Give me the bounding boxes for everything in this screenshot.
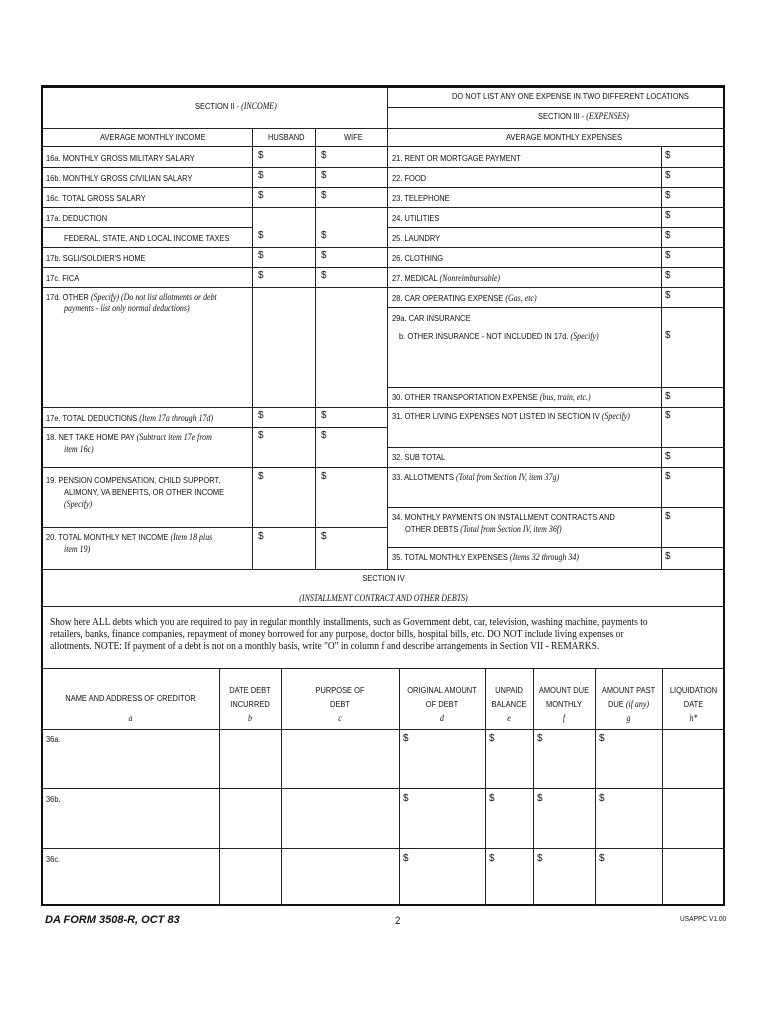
col-e-letter: e: [507, 713, 511, 723]
income-19-label: 19. PENSION COMPENSATION, CHILD SUPPORT,: [46, 475, 221, 485]
col-b-header: DATE DEBT: [229, 685, 271, 695]
income-17a-label: 17a. DEDUCTION: [46, 213, 108, 223]
notice-text: DO NOT LIST ANY ONE EXPENSE IN TWO DIFFERENT LOCATIONS: [452, 91, 689, 101]
expense-30-label: 30. OTHER TRANSPORTATION EXPENSE (bus, train, etc.): [392, 392, 591, 402]
dollar: $: [599, 853, 605, 864]
section4-sub-rule: [42, 606, 725, 607]
debt-row-rule: [42, 788, 725, 789]
income-17e-label: 17e. TOTAL DEDUCTIONS (Item 17a through 17d): [46, 413, 214, 423]
row-rule: [42, 407, 387, 408]
dollar: $: [258, 170, 264, 181]
income-20-note: item 19): [64, 544, 91, 554]
row-rule: [387, 227, 725, 228]
col-b-header2: INCURRED: [230, 699, 270, 709]
row-rule: [42, 267, 387, 268]
debt-col-line: [281, 668, 282, 906]
debt-col-line: [533, 668, 534, 906]
dollar: $: [537, 793, 543, 804]
dollar: $: [665, 391, 671, 402]
dollar: $: [258, 230, 264, 241]
income-16b-label: 16b. MONTHLY GROSS CIVILIAN SALARY: [46, 173, 193, 183]
dollar: $: [665, 451, 671, 462]
dollar: $: [665, 471, 671, 482]
income-17d-label: 17d. OTHER (Specify) (Do not list allotments or debt: [46, 292, 217, 302]
row-rule: [42, 527, 387, 528]
col-c-letter: c: [338, 713, 342, 723]
section4-rule: [42, 569, 725, 570]
debt-row-36c: 36c.: [46, 854, 61, 864]
income-18-label: 18. NET TAKE HOME PAY (Subtract item 17e from: [46, 432, 212, 442]
dollar: $: [321, 250, 327, 261]
debt-table-top: [42, 668, 725, 669]
dollar: $: [665, 250, 671, 261]
col-h-header2: DATE: [683, 699, 704, 709]
expense-28-label: 28. CAR OPERATING EXPENSE (Gas, etc): [392, 293, 537, 303]
dollar: $: [321, 170, 327, 181]
col-avg-expenses: AVERAGE MONTHLY EXPENSES: [506, 132, 622, 142]
page-number: 2: [395, 915, 401, 927]
dollar: $: [489, 853, 495, 864]
debt-col-line: [485, 668, 486, 906]
dollar: $: [665, 330, 671, 341]
row-rule: [387, 267, 725, 268]
dollar: $: [599, 793, 605, 804]
expense-25-label: 25. LAUNDRY: [392, 233, 441, 243]
expense-32-label: 32. SUB TOTAL: [392, 452, 446, 462]
expense-26-label: 26. CLOTHING: [392, 253, 444, 263]
row-rule: [42, 467, 387, 468]
expense-35-label: 35. TOTAL MONTHLY EXPENSES (Items 32 through 34): [392, 552, 579, 562]
row-rule: [42, 167, 387, 168]
row-rule: [387, 547, 725, 548]
expense-29a-label: 29a. CAR INSURANCE: [392, 313, 471, 323]
income-19-note: (Specify): [64, 499, 93, 509]
dollar: $: [403, 733, 409, 744]
dollar: $: [321, 230, 327, 241]
dollar: $: [321, 471, 327, 482]
dollar: $: [321, 430, 327, 441]
income-17d-note: payments - list only normal deductions): [64, 303, 190, 313]
expense-34-label2: OTHER DEBTS (Total from Section IV, item 36f): [405, 524, 562, 534]
dollar: $: [258, 430, 264, 441]
row-rule: [387, 187, 725, 188]
col-e-header: UNPAID: [495, 685, 523, 695]
dollar: $: [321, 270, 327, 281]
section4-title: SECTION IV: [362, 573, 405, 583]
expense-29b-label: b. OTHER INSURANCE - NOT INCLUDED IN 17d. (Specify): [399, 331, 599, 341]
dollar: $: [665, 230, 671, 241]
row-rule: [42, 287, 387, 288]
dollar: $: [258, 531, 264, 542]
expense-22-label: 22. FOOD: [392, 173, 427, 183]
col-h-letter: h*: [689, 713, 698, 723]
dollar: $: [403, 853, 409, 864]
income-17b-label: 17b. SGLI/SOLDIER'S HOME: [46, 253, 146, 263]
dollar: $: [665, 511, 671, 522]
col-g-header: AMOUNT PAST: [601, 685, 656, 695]
section4-subtitle: (INSTALLMENT CONTRACT AND OTHER DEBTS): [299, 593, 468, 603]
row-rule: [387, 307, 725, 308]
row-rule: [42, 207, 387, 208]
expense-23-label: 23. TELEPHONE: [392, 193, 450, 203]
col-avg-income: AVERAGE MONTHLY INCOME: [100, 132, 206, 142]
col-g-letter: g: [626, 713, 631, 723]
income-16c-label: 16c. TOTAL GROSS SALARY: [46, 193, 146, 203]
wife-col-line: [315, 128, 316, 570]
dollar: $: [537, 853, 543, 864]
row-rule: [42, 187, 387, 188]
expense-27-label: 27. MEDICAL (Nonreimbursable): [392, 273, 500, 283]
row-rule: [387, 407, 725, 408]
form-id: DA FORM 3508-R, OCT 83: [45, 914, 180, 926]
dollar: $: [258, 190, 264, 201]
expense-33-label: 33. ALLOTMENTS (Total from Section IV, item 37g): [392, 472, 560, 482]
income-18-note: item 16c): [64, 444, 94, 454]
debt-col-line: [595, 668, 596, 906]
income-expense-divider: [387, 86, 388, 570]
dollar: $: [537, 733, 543, 744]
row-rule: [387, 507, 725, 508]
dollar: $: [258, 410, 264, 421]
dollar: $: [665, 150, 671, 161]
expense-24-label: 24. UTILITIES: [392, 213, 440, 223]
col-c-header: PURPOSE OF: [315, 685, 365, 695]
income-taxes-label: FEDERAL, STATE, AND LOCAL INCOME TAXES: [64, 233, 230, 243]
col-d-header: ORIGINAL AMOUNT: [407, 685, 477, 695]
dollar: $: [599, 733, 605, 744]
header-divider: [387, 107, 725, 108]
dollar: $: [665, 190, 671, 201]
dollar: $: [489, 733, 495, 744]
debt-row-rule: [42, 848, 725, 849]
dollar: $: [321, 531, 327, 542]
debt-col-line: [662, 668, 663, 906]
col-f-header: AMOUNT DUE: [538, 685, 590, 695]
col-f-letter: f: [562, 713, 566, 723]
row-rule: [387, 467, 725, 468]
dollar: $: [665, 551, 671, 562]
row-rule: [387, 207, 725, 208]
expense-21-label: 21. RENT OR MORTGAGE PAYMENT: [392, 153, 521, 163]
income-16a-label: 16a. MONTHLY GROSS MILITARY SALARY: [46, 153, 195, 163]
col-b-letter: b: [248, 713, 252, 723]
section2-title: SECTION II - (INCOME): [195, 101, 277, 111]
income-19-label2: ALIMONY, VA BENEFITS, OR OTHER INCOME: [64, 487, 225, 497]
expense-34-label: 34. MONTHLY PAYMENTS ON INSTALLMENT CONTRACTS AND: [392, 512, 615, 522]
col-d-header2: OF DEBT: [425, 699, 459, 709]
row-rule: [387, 387, 725, 388]
col-d-letter: d: [440, 713, 444, 723]
row-rule: [42, 247, 387, 248]
dollar: $: [321, 150, 327, 161]
row-rule: [387, 447, 725, 448]
col-f-header2: MONTHLY: [545, 699, 583, 709]
col-a-header: NAME AND ADDRESS OF CREDITOR: [65, 693, 196, 703]
dollar: $: [665, 290, 671, 301]
dollar: $: [665, 210, 671, 221]
debt-row-36a: 36a.: [46, 734, 61, 744]
dollar: $: [258, 471, 264, 482]
debt-col-line: [219, 668, 220, 906]
row-rule: [387, 247, 725, 248]
dollar: $: [489, 793, 495, 804]
row-rule: [387, 287, 725, 288]
col-g-header2: DUE (if any): [607, 699, 649, 709]
debt-header-rule: [42, 729, 725, 730]
section3-title: SECTION III - (EXPENSES): [538, 111, 629, 121]
debt-col-line: [399, 668, 400, 906]
income-17c-label: 17c. FICA: [46, 273, 80, 283]
row-rule: [42, 227, 252, 228]
row-rule: [387, 167, 725, 168]
dollar: $: [321, 190, 327, 201]
col-wife: WIFE: [344, 132, 363, 142]
col-husband: HUSBAND: [268, 132, 305, 142]
income-20-label: 20. TOTAL MONTHLY NET INCOME (Item 18 plus: [46, 532, 213, 542]
dollar: $: [665, 170, 671, 181]
column-header-rule: [42, 146, 725, 147]
dollar: $: [258, 250, 264, 261]
debt-row-36b: 36b.: [46, 794, 61, 804]
dollar: $: [403, 793, 409, 804]
dollar: $: [665, 270, 671, 281]
col-c-header2: DEBT: [330, 699, 350, 709]
header-rule: [42, 128, 725, 129]
dollar: $: [321, 410, 327, 421]
dollar: $: [258, 270, 264, 281]
expense-31-label: 31. OTHER LIVING EXPENSES NOT LISTED IN SECTION IV (Specify): [392, 411, 630, 421]
col-a-letter: a: [128, 713, 133, 723]
husband-col-line: [252, 128, 253, 570]
row-rule: [42, 427, 387, 428]
version-label: USAPPC V1.00: [680, 914, 727, 923]
dollar: $: [665, 410, 671, 421]
col-e-header2: BALANCE: [491, 699, 527, 709]
dollar: $: [258, 150, 264, 161]
section4-instructions: Show here ALL debts which you are required to pay in regular monthly installments, such as Government debt, car, television, washing machine, payments to retailers, banks, finance companies, repayment of money borrowed for any purpose, doctor bills, hospital bills, etc. DO NOT include living expenses or allotments. NOTE: If payment of a debt is not on a monthly basis, write "O" in column f and describe arrangements in Section VII - REMARKS.: [50, 617, 648, 652]
col-h-header: LIQUIDATION: [669, 685, 718, 695]
